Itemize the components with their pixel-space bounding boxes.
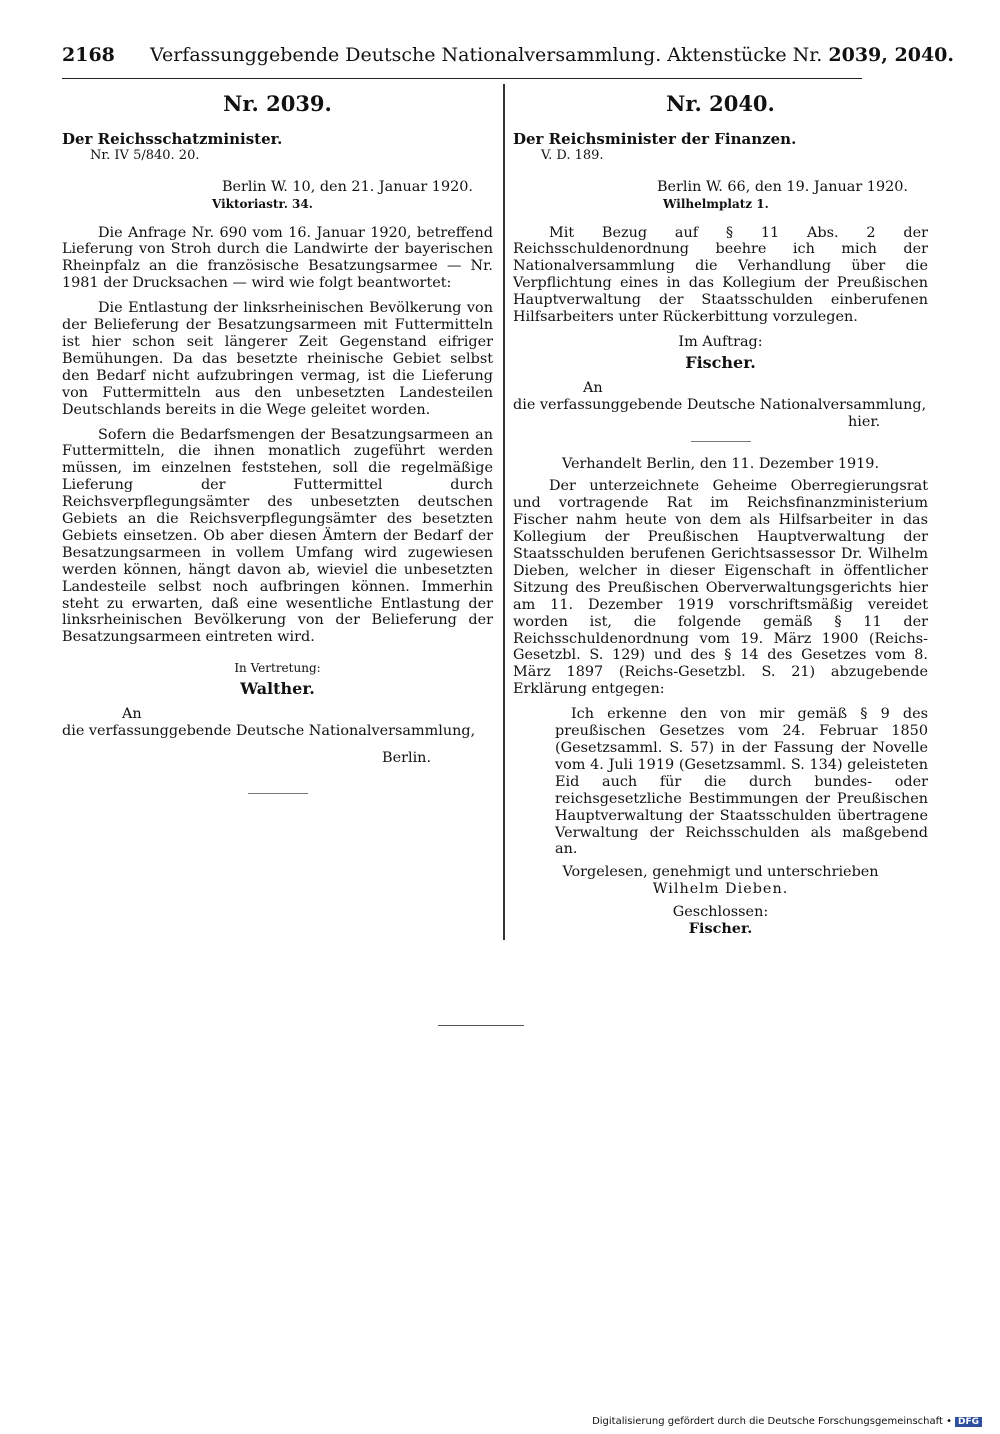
vorgelesen: Vorgelesen, genehmigt und unterschrieben: [562, 864, 879, 881]
paragraph-1: Die Anfrage Nr. 690 vom 16. Januar 1920, betreffend Lieferung von Stroh durch die Landwirte der bayerischen Rheinpfalz an die französische Besatzungsarmee — Nr. 1981 der Drucksachen — wird wie folgt beantwortet:: [62, 224, 493, 292]
paragraph-1: Mit Bezug auf § 11 Abs. 2 der Reichsschuldenordnung beehre ich mich der Nationalversammlung die Verhandlung über die Verpflichtung eines in das Kollegium der Preußischen Hauptverwaltung der Staatsschulden einberufenen Hilfsarbeiters unter Rückerbittung vorzulegen.: [513, 224, 928, 326]
running-title-numbers: 2039, 2040.: [828, 44, 954, 66]
an: An: [122, 706, 142, 723]
signatory-name: Wilhelm Dieben.: [652, 881, 789, 898]
document-2039: [62, 90, 493, 794]
verhandelt: Verhandelt Berlin, den 11. Dezember 1919.: [561, 455, 880, 472]
document-number: Nr. 2040.: [666, 91, 775, 116]
footer-text: Digitalisierung gefördert durch die Deutsche Forschungsgemeinschaft •: [592, 1416, 952, 1427]
signature-2: Fischer.: [688, 920, 753, 938]
place-date: Berlin W. 10, den 21. Januar 1920.: [221, 178, 473, 195]
city: Berlin.: [382, 749, 432, 766]
page-end-rule: [438, 1025, 524, 1026]
street: Wilhelmplatz 1.: [663, 196, 769, 211]
auftrag: Im Auftrag:: [678, 333, 763, 350]
running-title-text: Verfassunggebende Deutsche Nationalversammlung. Aktenstücke Nr.: [150, 44, 823, 66]
city: hier.: [848, 413, 881, 430]
an: An: [583, 379, 603, 396]
running-title: [150, 44, 954, 66]
signature: Fischer.: [685, 352, 756, 372]
dfg-logo: DFG: [955, 1417, 982, 1427]
reference: Nr. IV 5/840. 20.: [90, 147, 200, 163]
section-rule: [691, 441, 751, 442]
geschlossen: Geschlossen:: [672, 904, 769, 921]
document-number: Nr. 2039.: [223, 91, 332, 116]
sender: Der Reichsminister der Finanzen.: [513, 129, 797, 148]
signature: Walther.: [240, 679, 315, 699]
end-rule: [248, 793, 308, 794]
street: Viktoriastr. 34.: [212, 196, 313, 211]
paragraph-3: Sofern die Bedarfsmengen der Besatzungsarmeen an Futtermitteln, die ihnen monatlich zugeführt werden müssen, im einzelnen feststehen, soll die regelmäßige Lieferung der Futtermittel durch Reichsverpflegungsämter des unbesetzten deutschen Gebiets an die Reichsverpflegungsämter des besetzten Gebiets einsetzen. Ob aber diesen Ämtern der Bedarf der Besatzungsarmeen in vollem Umfang wird zugewiesen werden können, hängt davon ab, wieviel die unbesetzten Landesteile selbst noch aufbringen können. Immerhin steht zu erwarten, daß eine wesentliche Entlastung der linksrheinischen Bevölkerung von der Belieferung der Besatzungsarmeen eintreten wird.: [62, 426, 493, 646]
column-divider: [503, 84, 505, 940]
sender: Der Reichsschatzminister.: [62, 129, 283, 148]
footer: [592, 1416, 982, 1427]
addressee: die verfassunggebende Deutsche Nationalversammlung,: [513, 396, 927, 413]
document-2040: [513, 90, 928, 938]
page-number: 2168: [62, 44, 115, 66]
addressee: die verfassunggebende Deutsche Nationalversammlung,: [62, 723, 476, 739]
paragraph-2: Der unterzeichnete Geheime Oberregierungsrat und vortragende Rat im Reichsfinanzministerium Fischer nahm heute von dem als Hilfsarbeiter in das Kollegium der Preußischen Hauptverwaltung der Staatsschulden berufenen Gerichtsassessor Dr. Wilhelm Dieben, welcher in dieser Eigenschaft in öffentlicher Sitzung des Preußischen Oberverwaltungsgerichts hier am 11. Dezember 1919 vorschriftsmäßig vereidet worden ist, die folgende gemäß § 11 der Reichsschuldenordnung vom 19. März 1900 (Reichs-Gesetzbl. S. 129) und des § 14 des Gesetzes vom 8. März 1897 (Reichs-Gesetzbl. S. 21) abzugebende Erklärung entgegen:: [513, 478, 928, 698]
oath-quote: Ich erkenne den von mir gemäß § 9 des preußischen Gesetzes vom 24. Februar 1850 (Gesetzsamml. S. 57) in der Fassung der Novelle vom 4. Juli 1919 (Gesetzsamml. S. 134) geleisteten Eid auch für die durch bundes- oder reichsgesetzliche Bestimmungen der Preußischen Hauptverwaltung der Staatsschulden übertragene Verwaltung der Reichsschulden als maßgebend an.: [555, 706, 928, 858]
reference: V. D. 189.: [541, 147, 604, 163]
paragraph-2: Die Entlastung der linksrheinischen Bevölkerung von der Belieferung der Besatzungsarmeen mit Futtermitteln ist hier schon seit längerer Zeit Gegenstand eifriger Bemühungen. Da das besetzte rheinische Gebiet selbst den Bedarf nicht aufzubringen vermag, ist die Lieferung von Futtermitteln aus den unbesetzten Landesteilen Deutschlands bereits in die Wege geleitet worden.: [62, 300, 493, 418]
vertretung: In Vertretung:: [234, 661, 321, 676]
place-date: Berlin W. 66, den 19. Januar 1920.: [656, 178, 908, 195]
page-header: [62, 44, 954, 79]
